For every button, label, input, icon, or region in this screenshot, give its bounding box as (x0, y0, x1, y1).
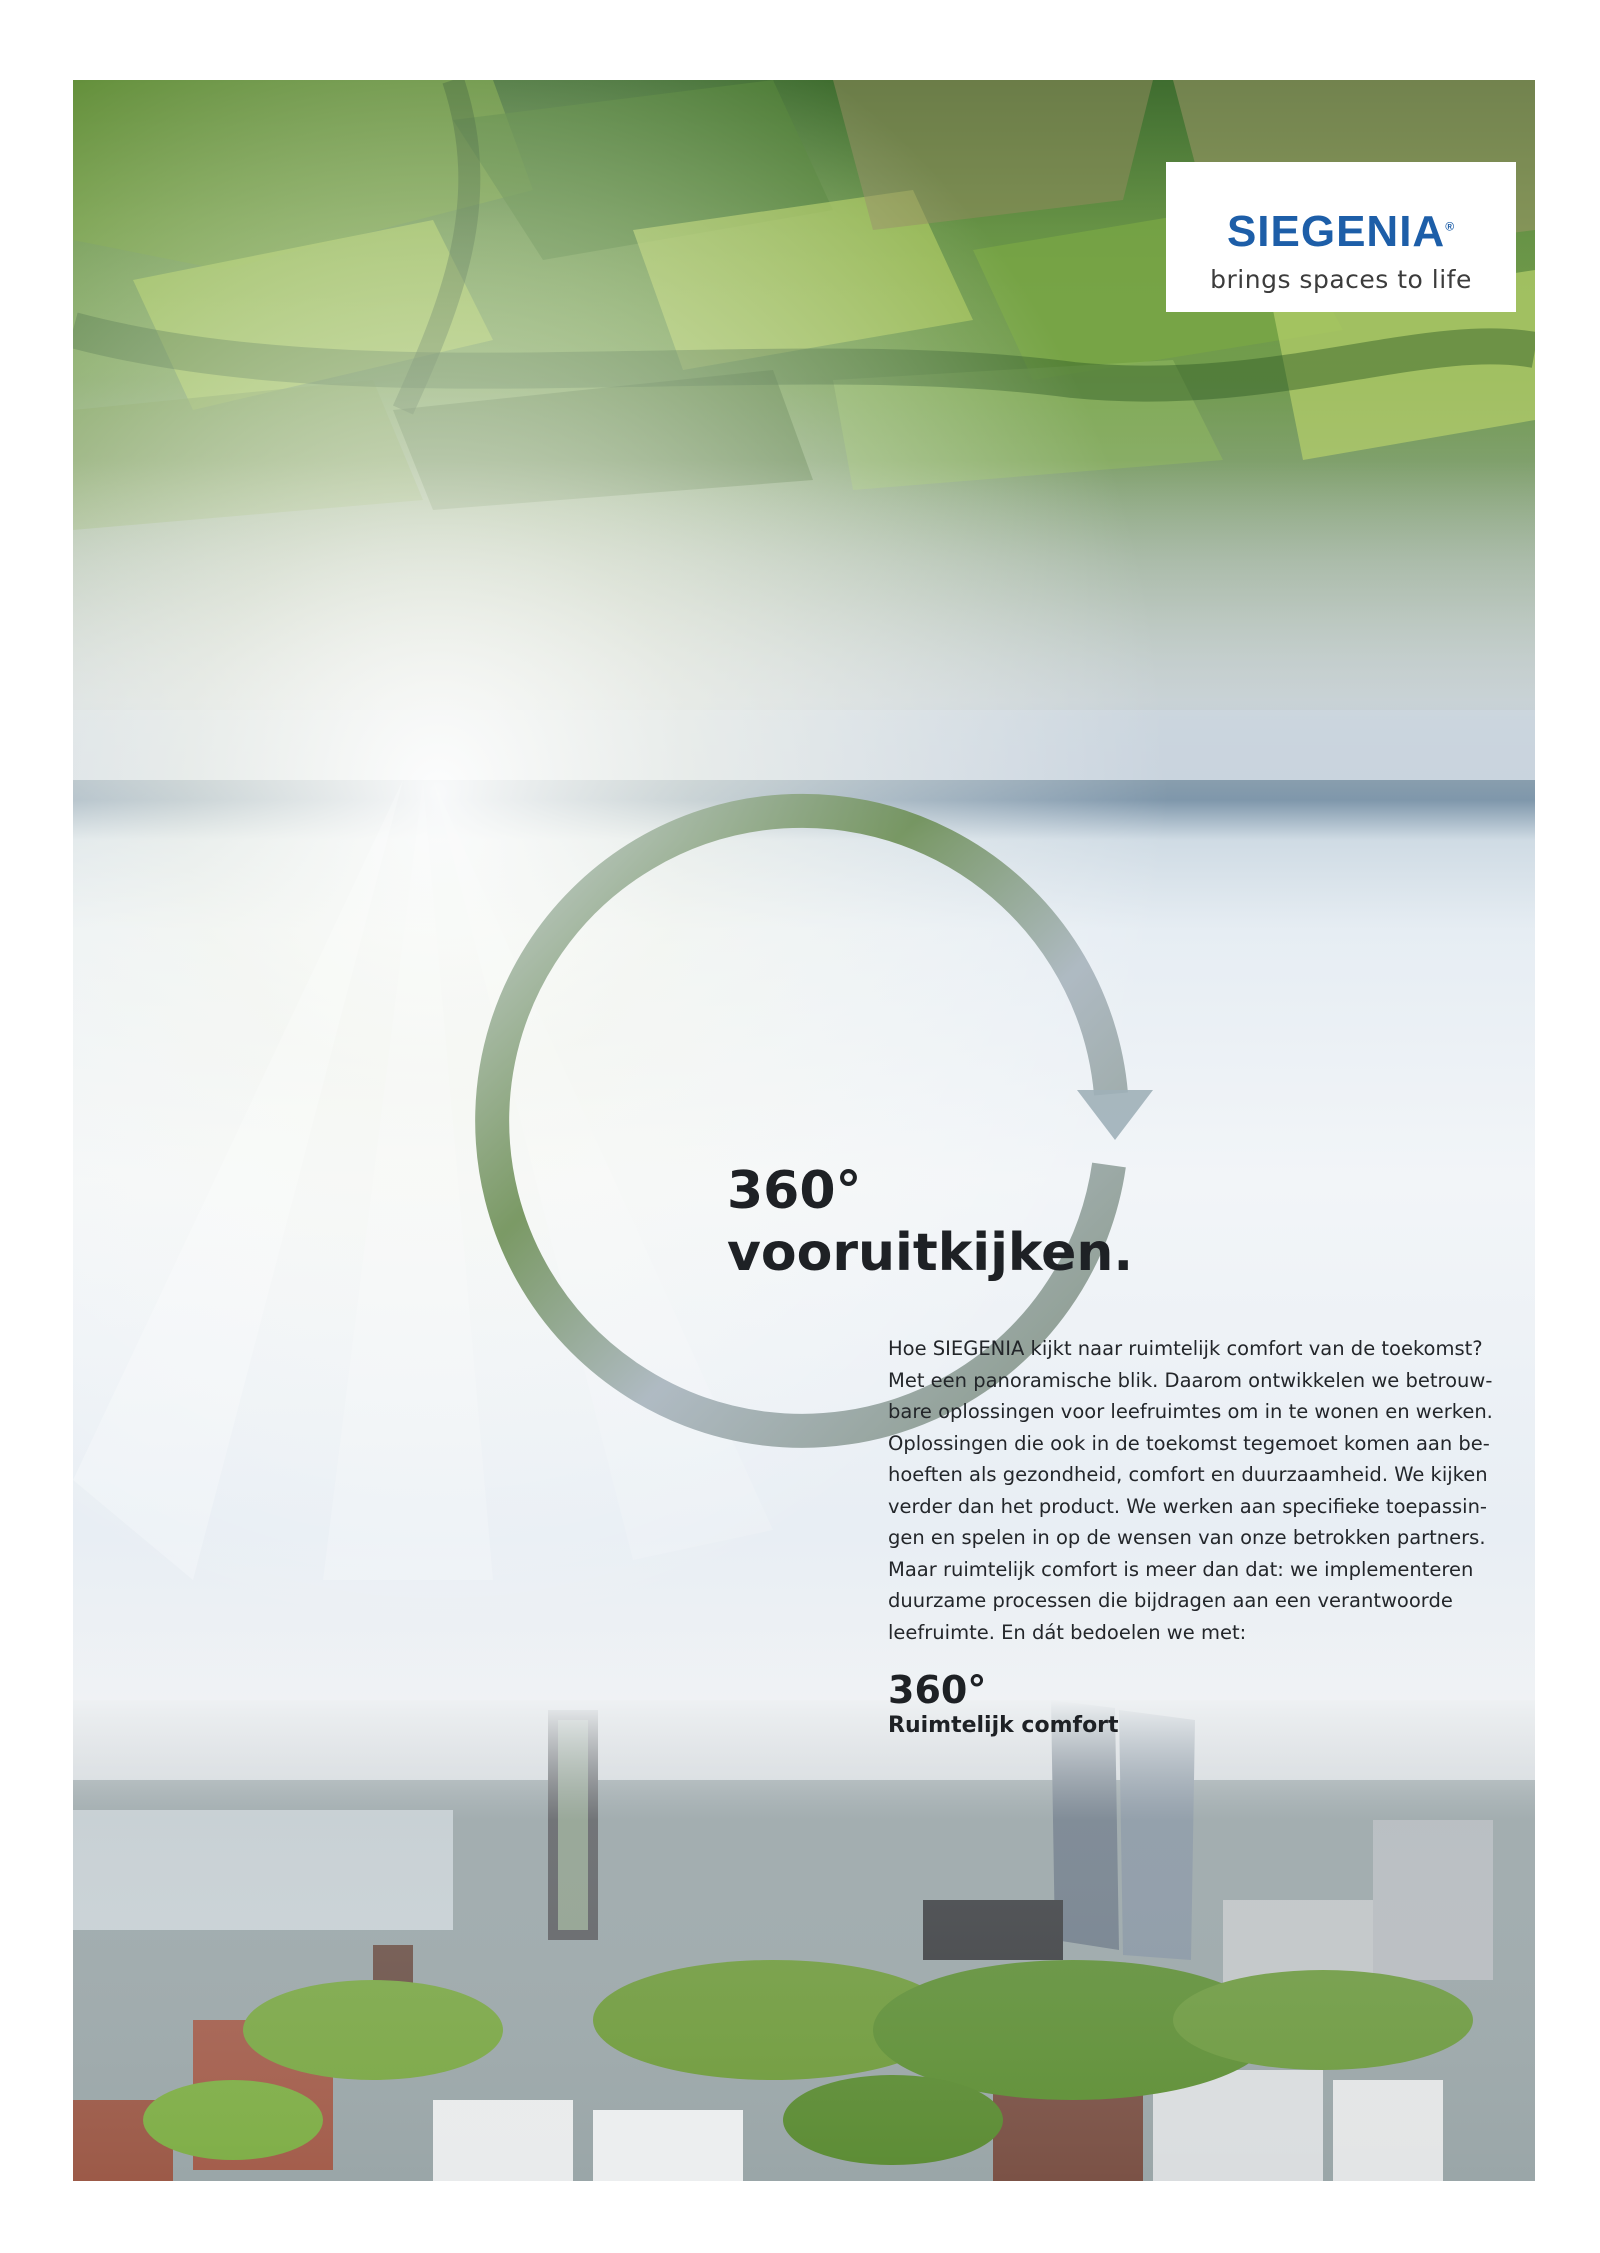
city-skyline-image (73, 1700, 1535, 2181)
body-line: hoeften als gezondheid, comfort en duurzaamheid. We kijken (888, 1463, 1488, 1486)
siegenia-logo (1166, 162, 1516, 312)
headline (727, 1160, 1133, 1284)
signoff-360: 360° (888, 1668, 987, 1712)
signoff-ruimtelijk-comfort: Ruimtelijk comfort (888, 1713, 1119, 1738)
body-line: bare oplossingen voor leefruimtes om in te wonen en werken. (888, 1400, 1493, 1423)
body-line: verder dan het product. We werken aan specifieke toepassin- (888, 1494, 1487, 1518)
brand-name: SIEGENIA® (1226, 207, 1456, 256)
body-paragraph (888, 1333, 1535, 1648)
body-line: Maar ruimtelijk comfort is meer dan dat: we implementeren (888, 1557, 1474, 1581)
brand-tagline: brings spaces to life (1210, 265, 1472, 294)
body-line: Met een panoramische blik. Daarom ontwikkelen we betrouw- (888, 1368, 1493, 1392)
body-line: leefruimte. En dát bedoelen we met: (888, 1620, 1247, 1644)
body-line: Oplossingen die ook in de toekomst tegemoet komen aan be- (888, 1431, 1490, 1455)
body-line: duurzame processen die bijdragen aan een verantwoorde (888, 1589, 1453, 1612)
headline-line-2: vooruitkijken. (727, 1223, 1134, 1283)
headline-line-1: 360° (727, 1161, 862, 1221)
poster (73, 80, 1535, 2181)
registered-mark: ® (1445, 219, 1456, 234)
body-line: gen en spelen in op de wensen van onze betrokken partners. (888, 1526, 1486, 1549)
body-line: Hoe SIEGENIA kijkt naar ruimtelijk comfort van de toekomst? (888, 1337, 1483, 1360)
